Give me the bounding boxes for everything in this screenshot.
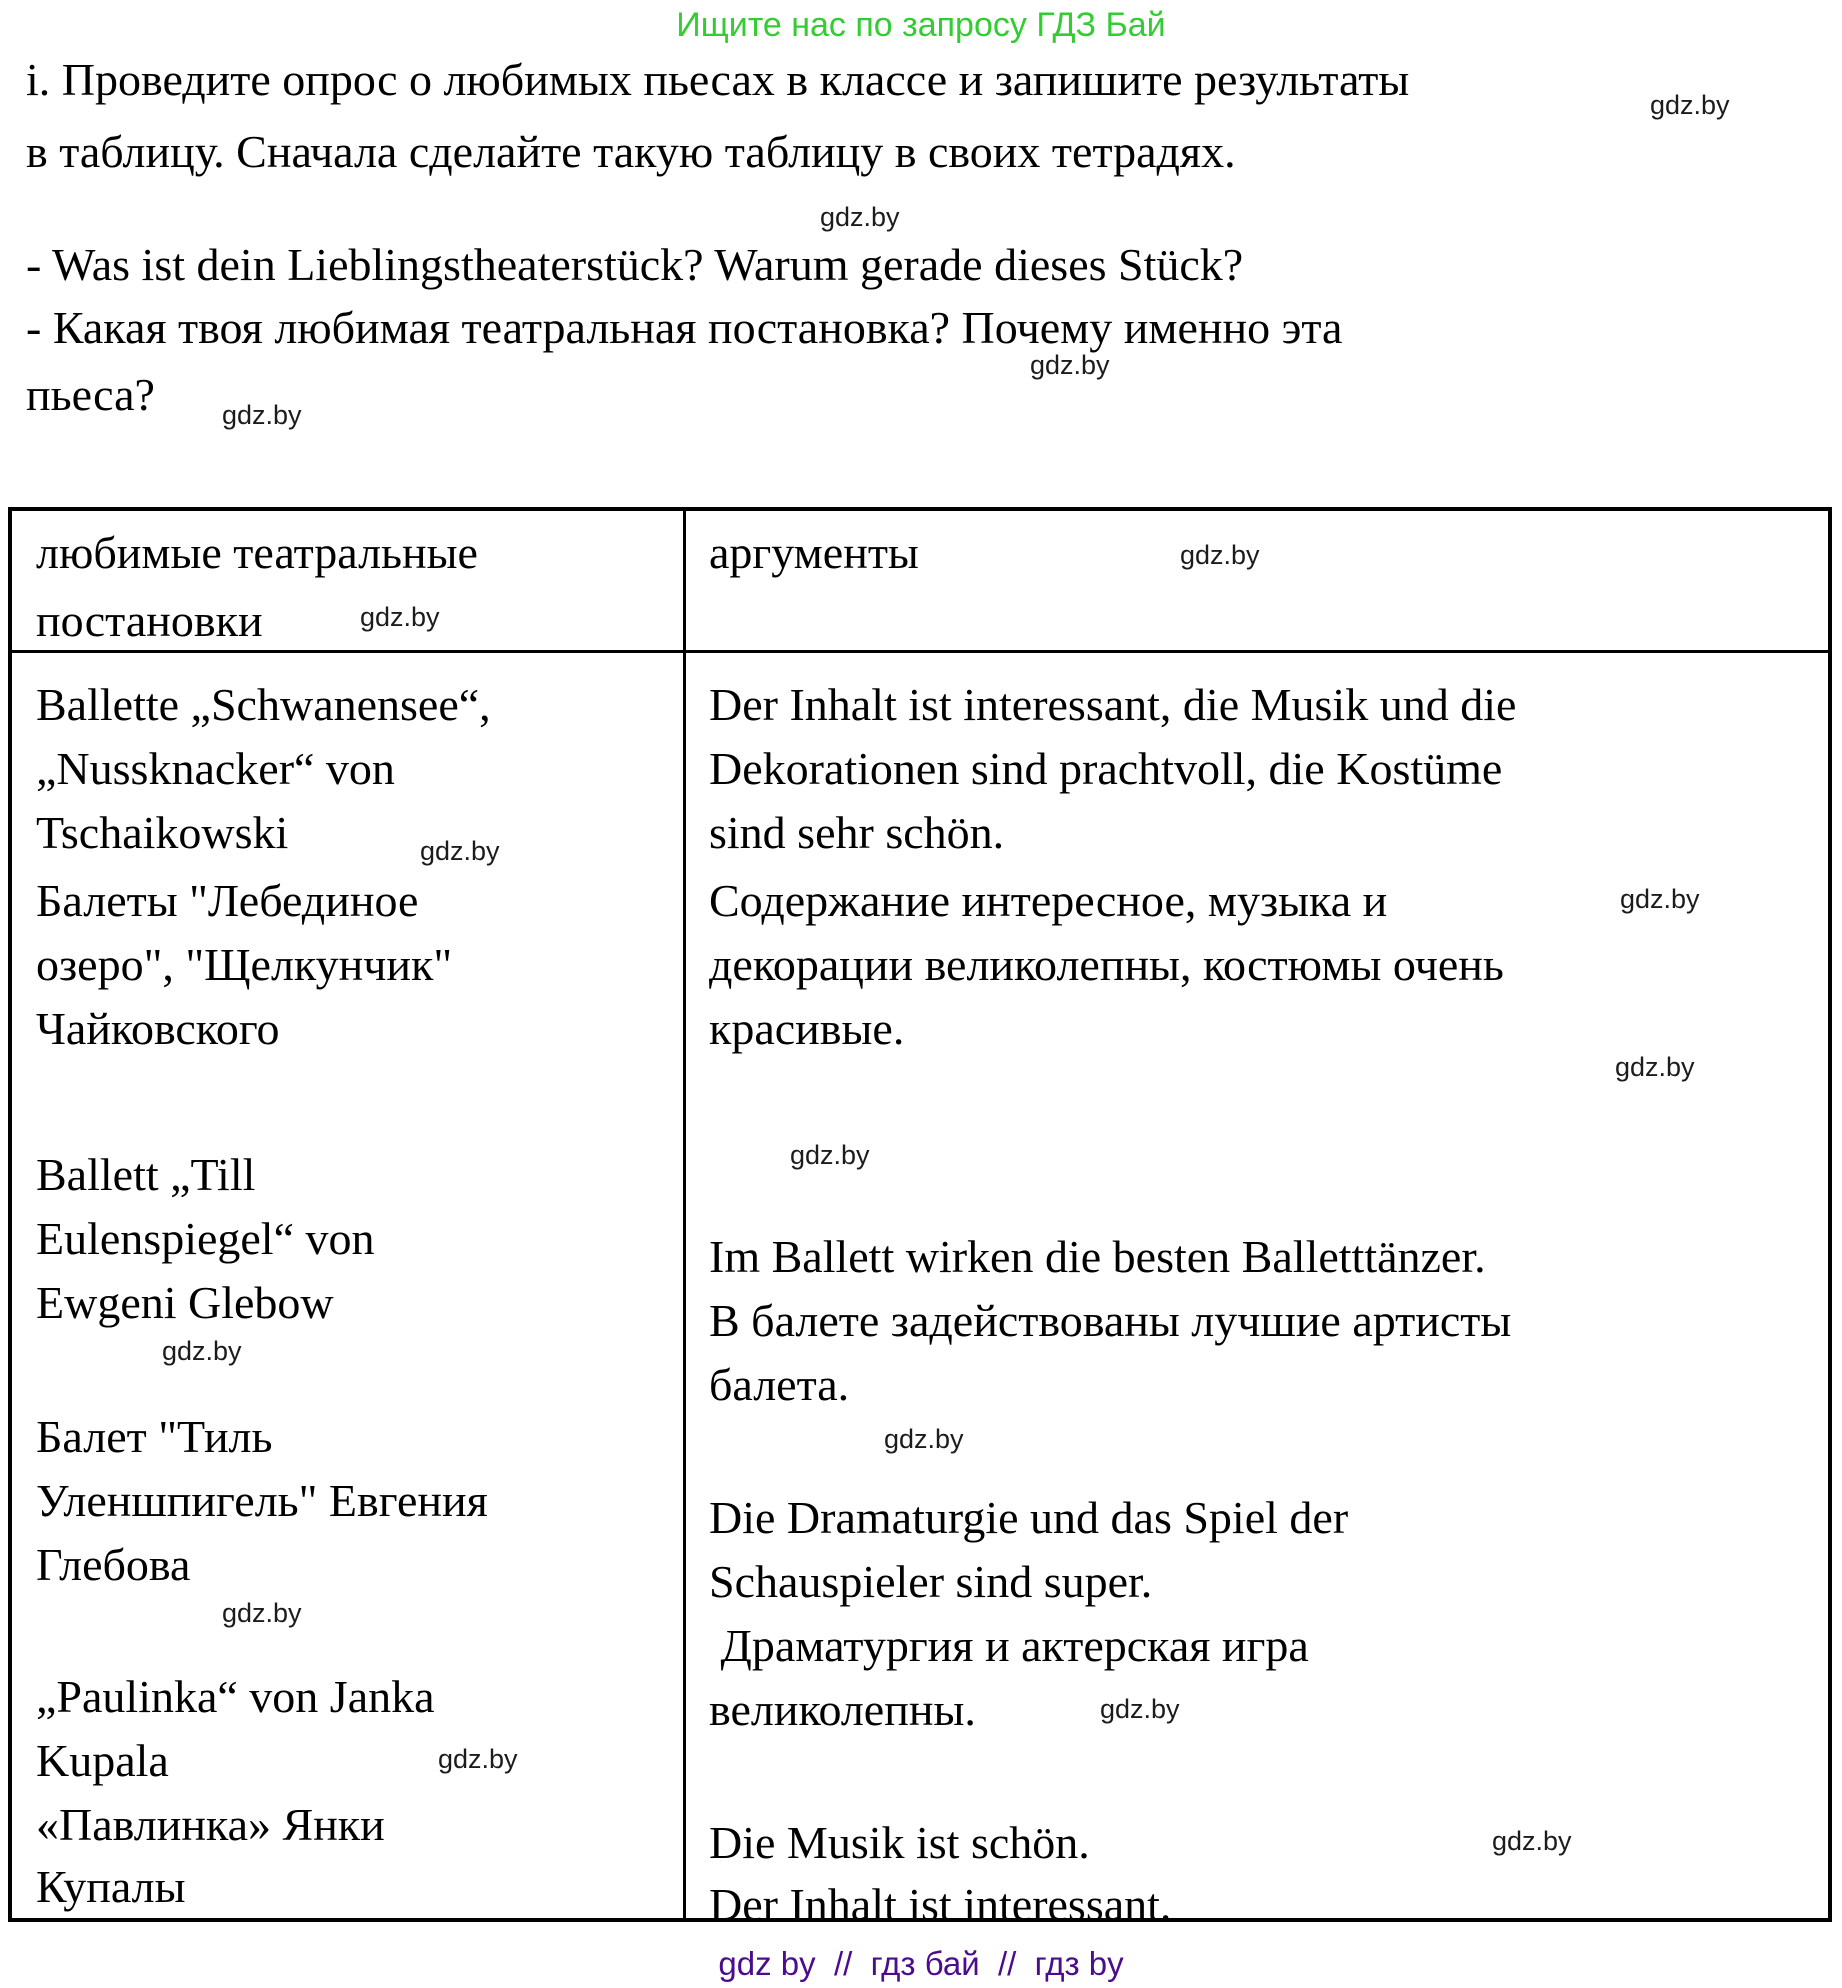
left-cell-line: Ballett „Till — [36, 1149, 256, 1200]
right-cell-line: Der Inhalt ist interessant. — [709, 1879, 1172, 1930]
right-cell-line: Im Ballett wirken die besten Balletttänzer. — [709, 1231, 1486, 1282]
left-cell-line: Балет "Тиль — [36, 1411, 273, 1462]
gdz-watermark: gdz.by — [1100, 1694, 1180, 1724]
table-column-divider — [683, 507, 686, 1922]
left-cell-line: Глебова — [36, 1539, 191, 1590]
left-cell-line: озеро", "Щелкунчик" — [36, 939, 453, 990]
right-cell-line: декорации великолепны, костюмы очень — [709, 939, 1504, 990]
right-cell-line: Die Dramaturgie und das Spiel der — [709, 1492, 1349, 1543]
gdz-watermark: gdz.by — [1492, 1826, 1572, 1856]
gdz-watermark: gdz.by — [162, 1336, 242, 1366]
task-line-1: i. Проведите опрос о любимых пьесах в классе и запишите результаты — [26, 54, 1410, 105]
footer-sitemark: gdz by // гдз бай // гдз by — [718, 1945, 1124, 1982]
header-col1-line-2: постановки — [36, 595, 263, 646]
right-cell-line: В балете задействованы лучшие артисты — [709, 1295, 1512, 1346]
left-cell-line: „Paulinka“ von Janka — [36, 1671, 435, 1722]
right-cell-line: Содержание интересное, музыка и — [709, 875, 1388, 926]
question-russian-line-2: пьеса? — [26, 369, 155, 420]
right-cell-line: Dekorationen sind prachtvoll, die Kostüme — [709, 743, 1503, 794]
gdz-watermark: gdz.by — [884, 1424, 964, 1454]
left-cell-line: Балеты "Лебединое — [36, 875, 419, 926]
left-cell-line: Чайковского — [36, 1003, 280, 1054]
gdz-watermark: gdz.by — [438, 1744, 518, 1774]
gdz-watermark: gdz.by — [1650, 90, 1730, 120]
left-cell-line: Eulenspiegel“ von — [36, 1213, 375, 1264]
gdz-watermark: gdz.by — [222, 1598, 302, 1628]
question-russian-line-1: - Какая твоя любимая театральная постановка? Почему именно эта — [26, 302, 1343, 353]
gdz-watermark: gdz.by — [1030, 350, 1110, 380]
right-cell-line: Die Musik ist schön. — [709, 1817, 1090, 1868]
promo-banner: Ищите нас по запросу ГДЗ Бай — [676, 6, 1166, 44]
header-col1-line-1: любимые театральные — [36, 527, 478, 578]
left-cell-line: „Nussknacker“ von — [36, 743, 395, 794]
left-cell-line: Ewgeni Glebow — [36, 1277, 334, 1328]
gdz-watermark: gdz.by — [1620, 884, 1700, 914]
right-cell-line: великолепны. — [709, 1684, 976, 1735]
header-col2: аргументы — [709, 527, 919, 578]
right-cell-line: красивые. — [709, 1003, 905, 1054]
right-cell-line: Драматургия и актерская игра — [709, 1620, 1309, 1671]
question-german: - Was ist dein Lieblingstheaterstück? Warum gerade dieses Stück? — [26, 239, 1244, 290]
right-cell-line: Schauspieler sind super. — [709, 1556, 1153, 1607]
left-cell-line: Kupala — [36, 1735, 169, 1786]
left-cell-line: Tschaikowski — [36, 807, 289, 858]
gdz-watermark: gdz.by — [1180, 540, 1260, 570]
right-cell-line: sind sehr schön. — [709, 807, 1005, 858]
left-cell-line: Ballette „Schwanensee“, — [36, 679, 491, 730]
table-header-separator — [8, 650, 1832, 653]
right-cell-line: балета. — [709, 1359, 850, 1410]
gdz-watermark: gdz.by — [820, 202, 900, 232]
gdz-watermark: gdz.by — [222, 400, 302, 430]
gdz-watermark: gdz.by — [790, 1140, 870, 1170]
left-cell-line: Купалы — [36, 1861, 186, 1912]
gdz-watermark: gdz.by — [360, 602, 440, 632]
left-cell-line: «Павлинка» Янки — [36, 1799, 385, 1850]
gdz-watermark: gdz.by — [1615, 1052, 1695, 1082]
left-cell-line: Уленшпигель" Евгения — [36, 1475, 488, 1526]
task-line-2: в таблицу. Сначала сделайте такую таблицу в своих тетрадях. — [26, 126, 1236, 177]
gdz-watermark: gdz.by — [420, 836, 500, 866]
right-cell-line: Der Inhalt ist interessant, die Musik und die — [709, 679, 1517, 730]
